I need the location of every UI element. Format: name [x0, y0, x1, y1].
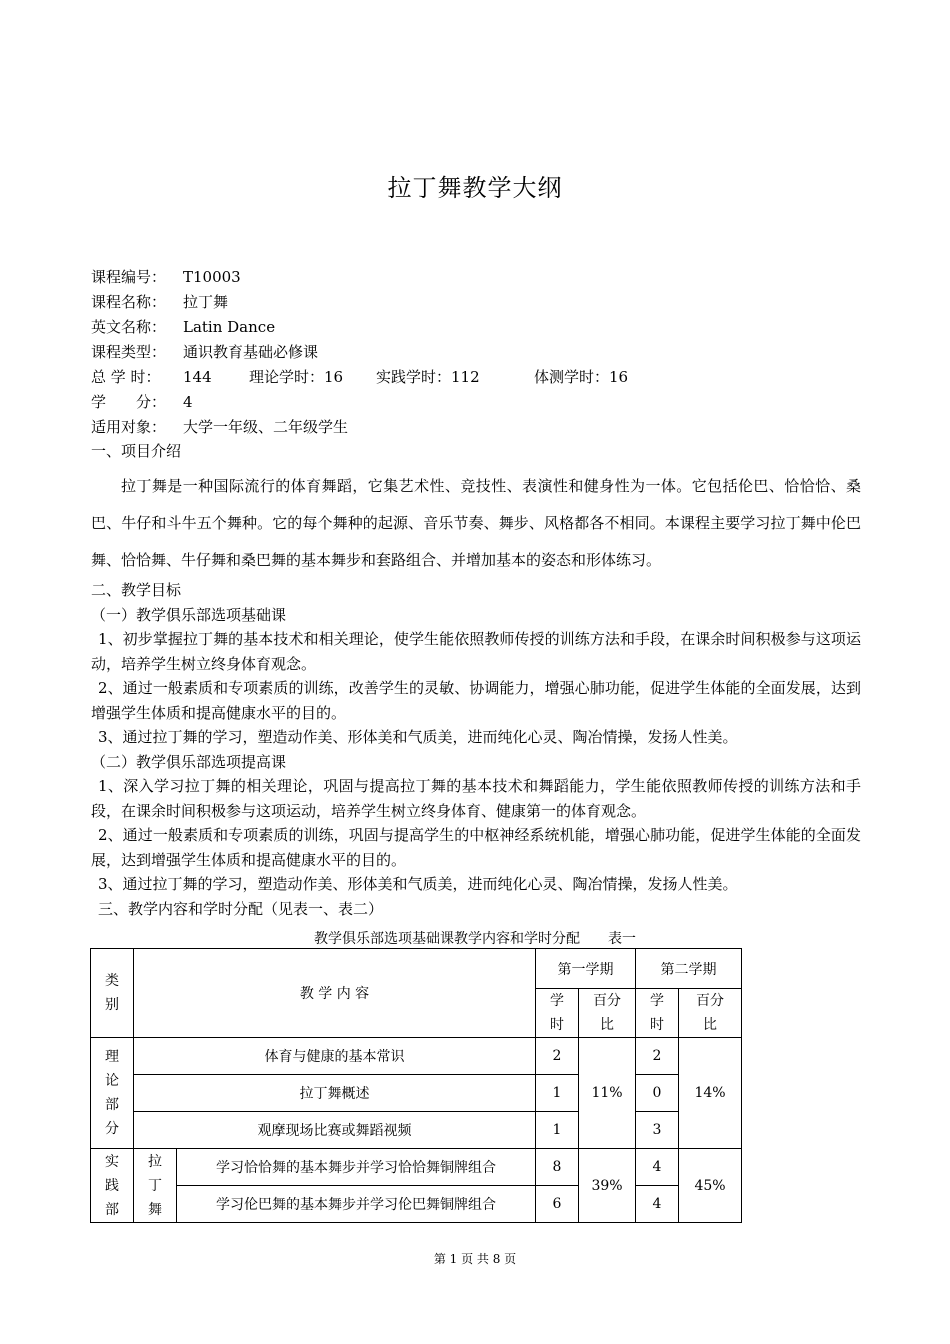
- pct-cell: 39%: [579, 1149, 636, 1223]
- practice-hours: 实践学时：112: [376, 368, 480, 386]
- document-title: 拉丁舞教学大纲: [387, 174, 563, 202]
- pct-cell: 11%: [579, 1038, 636, 1149]
- info-label: 适用对象：: [91, 418, 167, 436]
- practice-category: 实践部: [91, 1149, 134, 1223]
- theory-hours: 理论学时：16: [249, 368, 344, 386]
- goal-item: 1、深入学习拉丁舞的相关理论，巩固与提高拉丁舞的基本技术和舞蹈能力，学生能依照教师传授的训练方法和手段，在课余时间积极参与这项运动，培养学生树立终身体育、健康第一的体育观念。: [91, 777, 861, 820]
- info-row-name: [91, 290, 628, 315]
- section-goals: [91, 578, 861, 921]
- hours-cell: 2: [636, 1038, 679, 1075]
- table-row: [91, 1149, 742, 1186]
- info-row-type: [91, 340, 628, 365]
- header-term2: 第二学期: [636, 949, 742, 989]
- table-row: [91, 1075, 742, 1112]
- practice-subcategory: 拉丁舞: [134, 1149, 177, 1223]
- header-pct: 百分比: [579, 989, 636, 1038]
- info-label: 课程类型：: [91, 343, 167, 361]
- section-heading: 一、项目介绍: [91, 442, 182, 460]
- info-label: 课程名称：: [91, 293, 167, 311]
- info-label: 总 学 时：: [91, 368, 161, 386]
- info-row-code: [91, 265, 628, 290]
- section-heading: 二、教学目标: [91, 581, 182, 599]
- info-label: 英文名称：: [91, 318, 167, 336]
- content-cell: 学习伦巴舞的基本舞步并学习伦巴舞铜牌组合: [177, 1186, 536, 1223]
- goal-item: 3、通过拉丁舞的学习，塑造动作美、形体美和气质美，进而纯化心灵、陶冶情操，发扬人性美。: [98, 875, 738, 893]
- info-row-target: [91, 415, 628, 440]
- table-row: [91, 1038, 742, 1075]
- header-pct: 百分比: [679, 989, 742, 1038]
- hours-cell: 4: [636, 1149, 679, 1186]
- content-cell: 拉丁舞概述: [134, 1075, 536, 1112]
- info-label: 课程编号：: [91, 268, 167, 286]
- info-row-credit: [91, 390, 628, 415]
- hours-table: [90, 948, 742, 1223]
- info-row-english-name: [91, 315, 628, 340]
- info-value: 大学一年级、二年级学生: [183, 418, 349, 436]
- hours-cell: 0: [636, 1075, 679, 1112]
- hours-cell: 4: [636, 1186, 679, 1223]
- hours-cell: 1: [536, 1075, 579, 1112]
- goal-item: 2、通过一般素质和专项素质的训练，巩固与提高学生的中枢神经系统机能，增强心肺功能，促进学生体能的全面发展，达到增强学生体质和提高健康水平的目的。: [91, 826, 861, 869]
- intro-paragraph: 拉丁舞是一种国际流行的体育舞蹈，它集艺术性、竞技性、表演性和健身性为一体。它包括伦巴、恰恰恰、桑巴、牛仔和斗牛五个舞种。它的每个舞种的起源、音乐节奏、舞步、风格都各不相同。本课程主要学习拉丁舞中伦巴舞、恰恰舞、牛仔舞和桑巴舞的基本舞步和套路组合、并增加基本的姿态和形体练习。: [91, 477, 861, 569]
- hours-cell: 1: [536, 1112, 579, 1149]
- content-cell: 观摩现场比赛或舞蹈视频: [134, 1112, 536, 1149]
- info-value: 拉丁舞: [183, 293, 229, 311]
- header-category: 类别: [91, 949, 134, 1038]
- info-value: Latin Dance: [183, 318, 276, 336]
- total-hours: 144: [183, 368, 212, 386]
- subsection-heading: （一）教学俱乐部选项基础课: [91, 605, 287, 624]
- info-label: 学 分：: [91, 393, 167, 411]
- table-header-row: [91, 949, 742, 989]
- info-row-hours: [91, 365, 628, 390]
- pct-cell: 14%: [679, 1038, 742, 1149]
- header-term1: 第一学期: [536, 949, 636, 989]
- table-row: [91, 1186, 742, 1223]
- hours-cell: 3: [636, 1112, 679, 1149]
- test-hours: 体测学时：16: [534, 368, 629, 386]
- goal-item: 1、初步掌握拉丁舞的基本技术和相关理论，使学生能依照教师传授的训练方法和手段，在课余时间积极参与这项运动，培养学生树立终身体育观念。: [91, 630, 861, 673]
- section-intro: [91, 440, 861, 579]
- subsection-heading: （二）教学俱乐部选项提高课: [91, 752, 287, 771]
- table-caption: 教学俱乐部选项基础课教学内容和学时分配 表一: [314, 931, 636, 947]
- header-hours: 学时: [536, 989, 579, 1038]
- page-footer: 第 1 页 共 8 页: [433, 1252, 517, 1266]
- hours-cell: 8: [536, 1149, 579, 1186]
- header-content: 教 学 内 容: [134, 949, 536, 1038]
- hours-cell: 6: [536, 1186, 579, 1223]
- course-info: [91, 265, 628, 440]
- table-row: [91, 1112, 742, 1149]
- goal-item: 2、通过一般素质和专项素质的训练，改善学生的灵敏、协调能力，增强心肺功能，促进学生体能的全面发展，达到增强学生体质和提高健康水平的目的。: [91, 679, 861, 722]
- content-cell: 学习恰恰舞的基本舞步并学习恰恰舞铜牌组合: [177, 1149, 536, 1186]
- theory-category: 理论部分: [91, 1038, 134, 1149]
- hours-cell: 2: [536, 1038, 579, 1075]
- info-value: 4: [183, 393, 193, 411]
- section-heading: 三、教学内容和学时分配（见表一、表二）: [98, 899, 384, 918]
- info-value: T10003: [183, 268, 241, 286]
- goal-item: 3、通过拉丁舞的学习，塑造动作美、形体美和气质美，进而纯化心灵、陶冶情操，发扬人性美。: [98, 728, 738, 746]
- content-cell: 体育与健康的基本常识: [134, 1038, 536, 1075]
- header-hours: 学时: [636, 989, 679, 1038]
- pct-cell: 45%: [679, 1149, 742, 1223]
- info-value: 通识教育基础必修课: [183, 343, 319, 361]
